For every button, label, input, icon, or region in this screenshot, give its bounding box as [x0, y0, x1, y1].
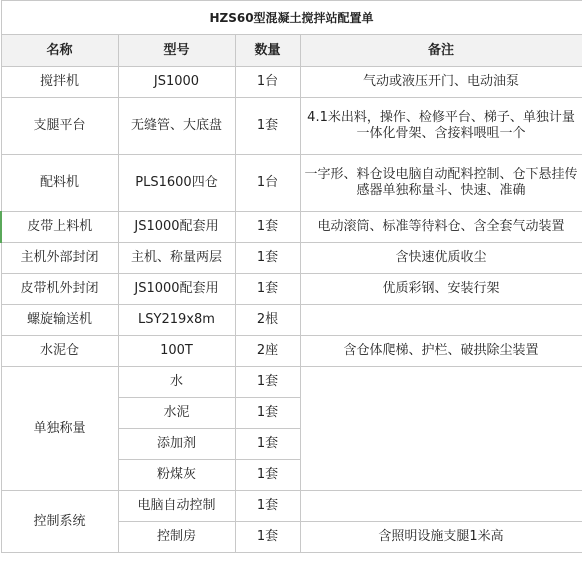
group-note-weighing	[300, 367, 582, 491]
item-quantity: 1套	[235, 522, 300, 553]
header-model: 型号	[118, 35, 235, 67]
item-note: 含仓体爬梯、护栏、破拱除尘装置	[300, 336, 582, 367]
table-row	[1, 243, 582, 274]
item-note: 优质彩钢、安装行架	[300, 274, 582, 305]
item-name: 皮带机外封闭	[1, 274, 118, 305]
item-quantity: 1套	[235, 491, 300, 522]
table-row	[1, 155, 582, 212]
item-note: 一字形、料仓设电脑自动配料控制、仓下悬挂传感器单独称量斗、快速、准确	[300, 155, 582, 212]
header-note: 备注	[300, 35, 582, 67]
item-quantity: 1套	[235, 98, 300, 155]
item-model: 控制房	[118, 522, 235, 553]
item-quantity: 1套	[235, 367, 300, 398]
table-row	[1, 336, 582, 367]
item-quantity: 1台	[235, 155, 300, 212]
item-quantity: 1套	[235, 243, 300, 274]
table-row	[1, 367, 582, 398]
item-quantity: 2座	[235, 336, 300, 367]
item-model: JS1000配套用	[118, 212, 235, 243]
item-note: 含快速优质收尘	[300, 243, 582, 274]
item-model: 水泥	[118, 398, 235, 429]
table-row	[1, 274, 582, 305]
item-model: JS1000	[118, 67, 235, 98]
item-note: 含照明设施支腿1米高	[300, 522, 582, 553]
header-quantity: 数量	[235, 35, 300, 67]
item-note	[300, 491, 582, 522]
item-model: 添加剂	[118, 429, 235, 460]
item-note: 4.1米出料，操作、检修平台、梯子、单独计量一体化骨架、含接料喂咀一个	[300, 98, 582, 155]
item-name: 配料机	[1, 155, 118, 212]
item-quantity: 2根	[235, 305, 300, 336]
item-quantity: 1套	[235, 460, 300, 491]
item-note: 电动滚筒、标准等待料仓、含全套气动装置	[300, 212, 582, 243]
item-model: PLS1600四仓	[118, 155, 235, 212]
item-note	[300, 305, 582, 336]
item-quantity: 1台	[235, 67, 300, 98]
item-model: 粉煤灰	[118, 460, 235, 491]
item-model: 主机、称量两层	[118, 243, 235, 274]
item-model: 无缝管、大底盘	[118, 98, 235, 155]
table-row	[1, 212, 582, 243]
item-name: 搅拌机	[1, 67, 118, 98]
item-quantity: 1套	[235, 274, 300, 305]
group-name-weighing: 单独称量	[1, 367, 118, 491]
item-name: 主机外部封闭	[1, 243, 118, 274]
header-name: 名称	[1, 35, 118, 67]
group-name-control: 控制系统	[1, 491, 118, 553]
table-row	[1, 305, 582, 336]
item-note: 气动或液压开门、电动油泵	[300, 67, 582, 98]
item-model: JS1000配套用	[118, 274, 235, 305]
item-name: 螺旋输送机	[1, 305, 118, 336]
table-row	[1, 67, 582, 98]
item-name: 支腿平台	[1, 98, 118, 155]
item-model: 水	[118, 367, 235, 398]
item-model: 电脑自动控制	[118, 491, 235, 522]
table-row	[1, 98, 582, 155]
item-name: 水泥仓	[1, 336, 118, 367]
item-quantity: 1套	[235, 212, 300, 243]
item-model: LSY219x8m	[118, 305, 235, 336]
table-row	[1, 491, 582, 522]
item-model: 100T	[118, 336, 235, 367]
item-quantity: 1套	[235, 429, 300, 460]
item-name: 皮带上料机	[1, 212, 118, 243]
table-title: HZS60型混凝土搅拌站配置单	[1, 1, 582, 35]
item-quantity: 1套	[235, 398, 300, 429]
